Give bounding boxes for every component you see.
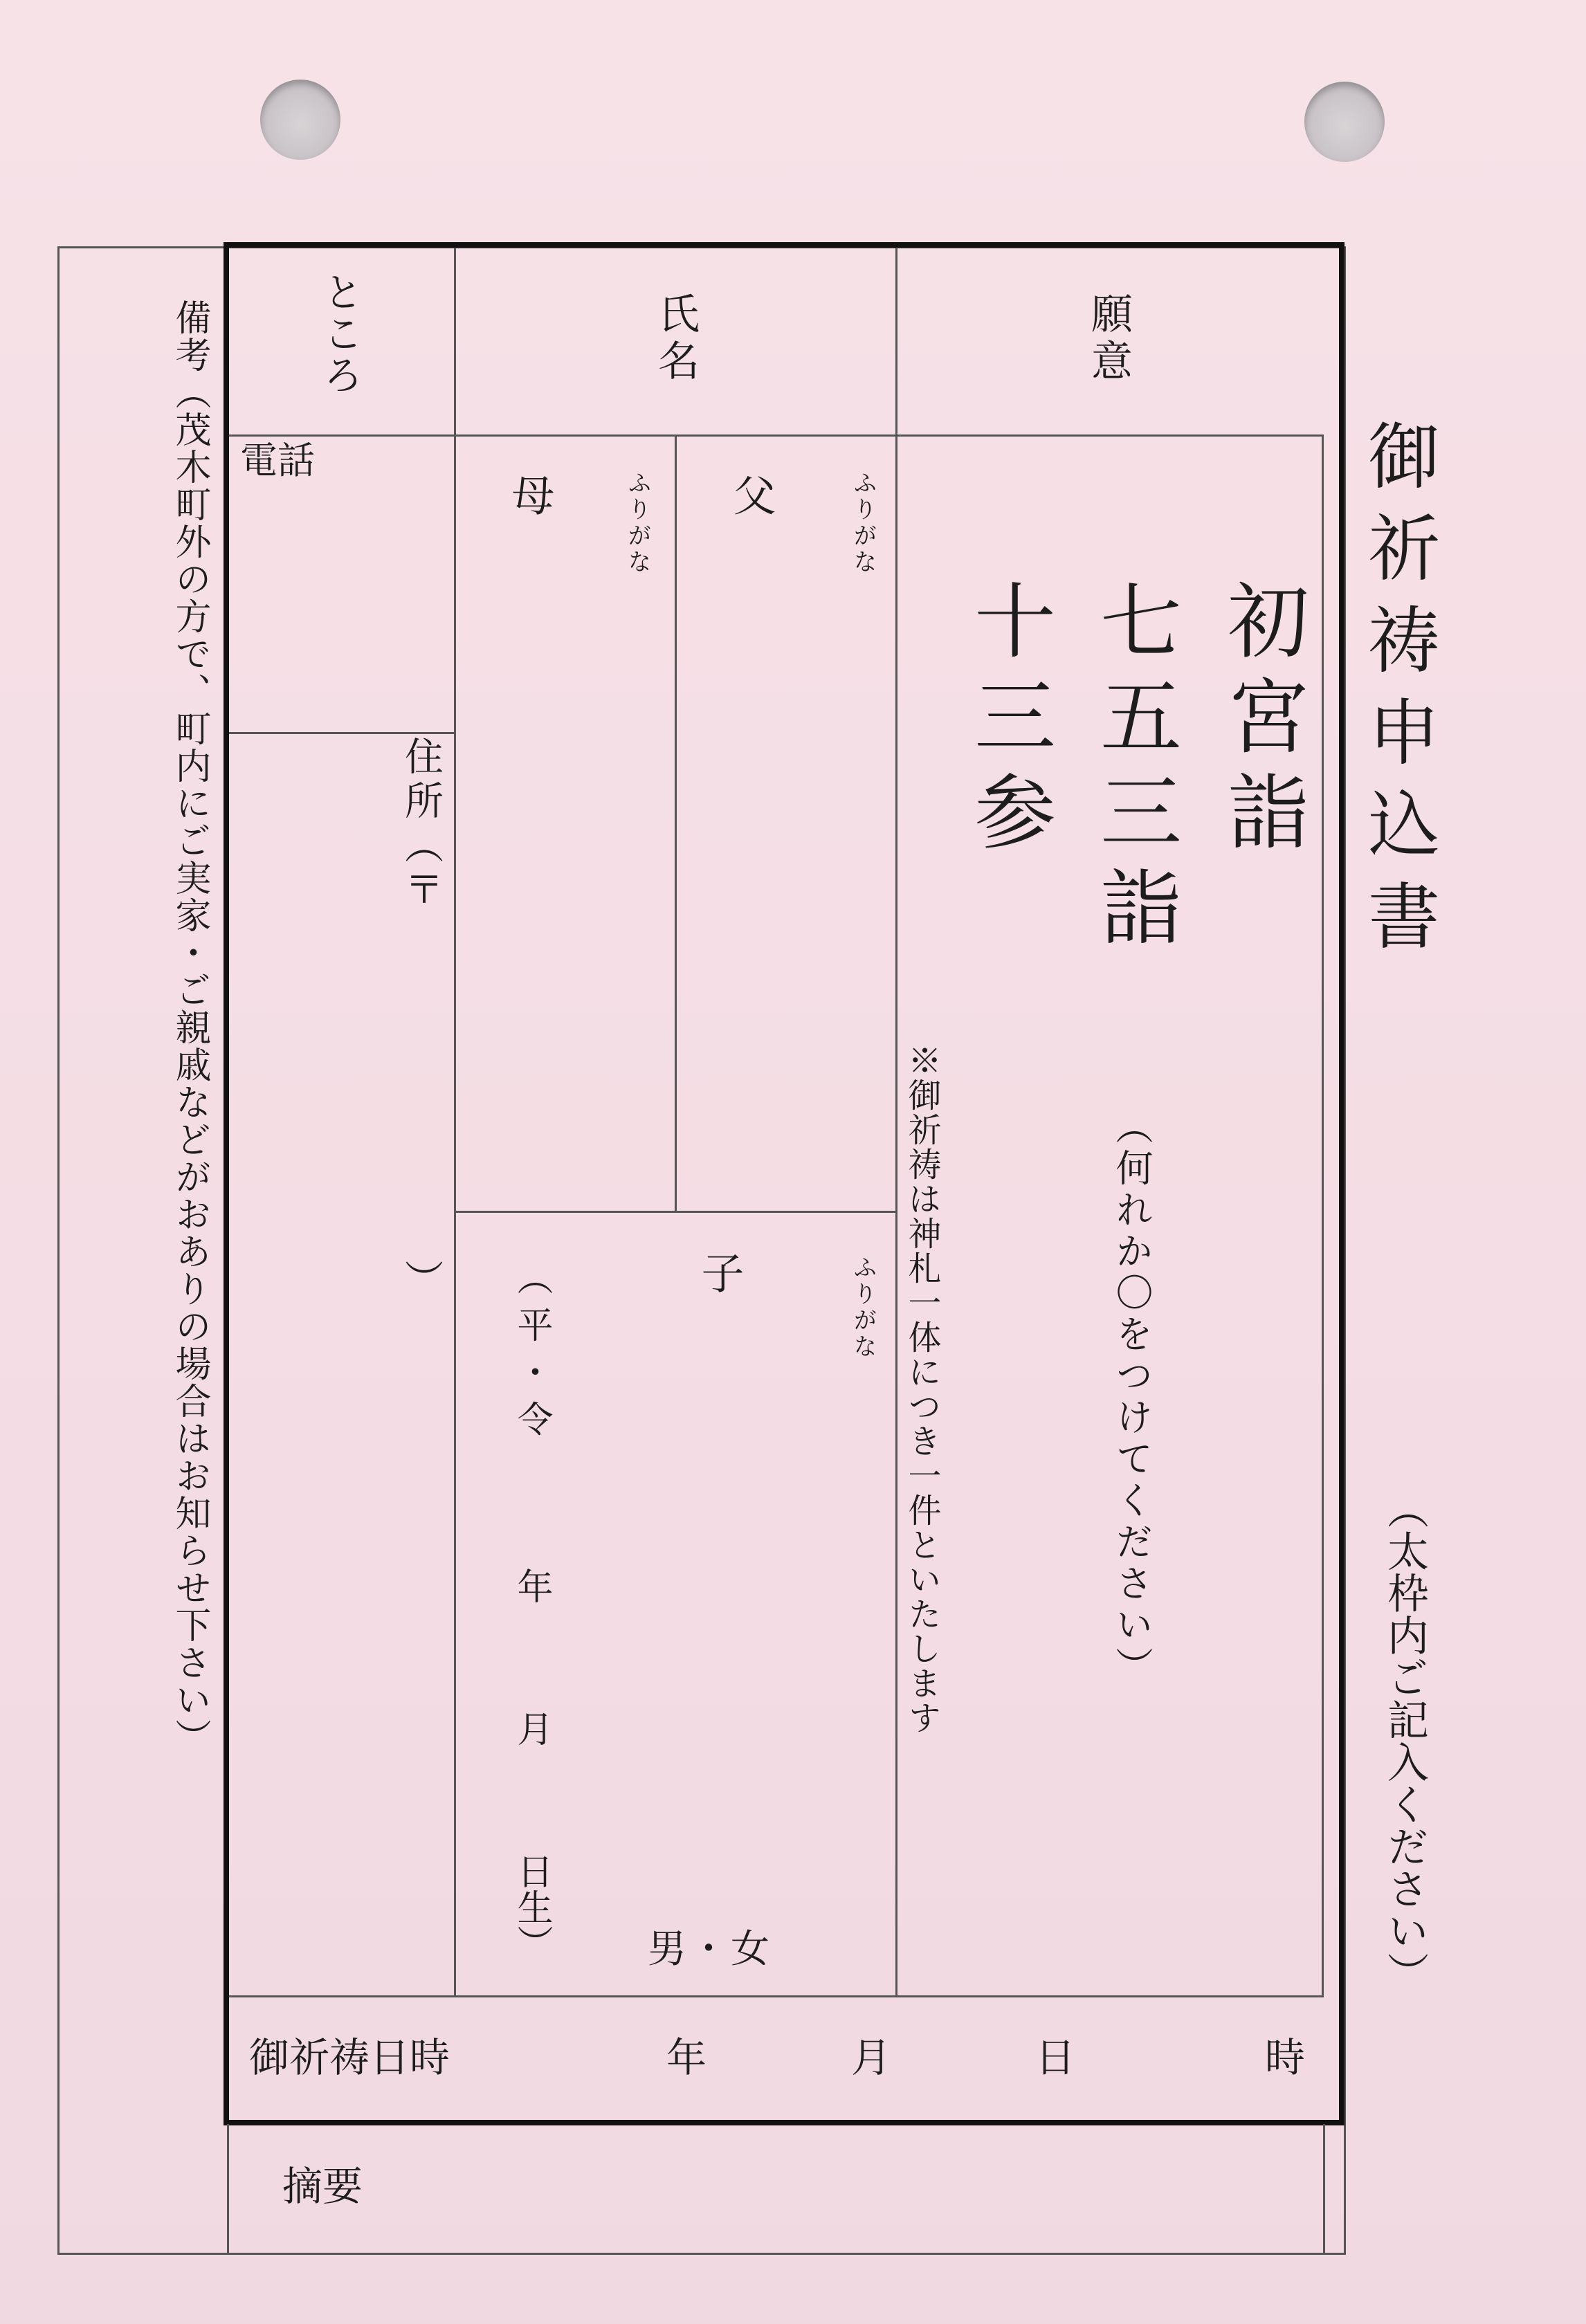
kigan-year-unit: 年: [666, 2034, 707, 2081]
wish-instruction: （何れか〇をつけてください）: [1110, 1107, 1154, 1688]
bikou-note: 備考（茂木町外の方で、町内にご実家・ご親戚などがおありの場合はお知らせ下さい）: [169, 299, 210, 1756]
wish-hatsumiyamoude: 初宮詣: [1214, 578, 1309, 865]
chichi-label: 父: [726, 473, 776, 516]
outer-frame-left: [57, 246, 60, 2255]
birth-year-unit: 年: [511, 1568, 552, 1604]
parent-divider: [675, 436, 677, 1212]
col-shimei-divider: [895, 248, 897, 1997]
form-title: 御祈祷申込書: [1356, 419, 1440, 971]
birth-era: （平・令: [511, 1259, 552, 1447]
tekiyou-right-line: [1323, 2124, 1325, 2254]
header-tokoro: ところ: [316, 271, 363, 396]
furigana-ko: ふりがな: [849, 1255, 877, 1360]
thick-frame-right: [1339, 242, 1345, 2125]
ko-top-line: [455, 1211, 897, 1213]
form-title-note: （太枠内ご記入ください）: [1380, 1488, 1429, 1994]
kigan-datetime-label: 御祈祷日時: [249, 2034, 450, 2081]
inner-right-line: [1322, 434, 1324, 1997]
birth-day-unit: 日生）: [511, 1853, 552, 1961]
header-gan-i: 願意: [1084, 292, 1133, 386]
denwa-label: 電話: [240, 439, 315, 482]
jusho-label: 住所（〒: [399, 736, 444, 913]
jusho-close: ）: [399, 1259, 444, 1298]
header-shimei: 氏名: [651, 292, 700, 386]
kigan-month-unit: 月: [851, 2034, 892, 2081]
thick-frame-bottom: [225, 2120, 1343, 2125]
thick-frame-top: [225, 242, 1343, 248]
haha-label: 母: [504, 473, 555, 516]
furigana-chichi: ふりがな: [849, 470, 877, 576]
tekiyou-label: 摘要: [282, 2163, 363, 2210]
denwa-bottom-line: [229, 732, 455, 734]
tekiyou-left-line: [227, 2124, 229, 2254]
kifuda-note: ※御祈祷は神札一体につき一件といたします: [902, 1043, 941, 1735]
punch-hole-left: [260, 80, 340, 160]
punch-hole-right: [1304, 82, 1385, 162]
outer-frame-bottom: [57, 2253, 1346, 2255]
kigan-hour-unit: 時: [1265, 2034, 1306, 2081]
col-tokoro-divider: [454, 248, 456, 1997]
header-bottom-line: [229, 434, 1322, 437]
kigan-day-unit: 日: [1035, 2034, 1076, 2081]
wish-shichigosan: 七五三詣: [1086, 578, 1182, 960]
thick-frame-left: [224, 242, 229, 2125]
sex-choice: 男・女: [648, 1927, 772, 1972]
datetime-top-line: [229, 1995, 1324, 1997]
birth-month-unit: 月: [511, 1710, 552, 1746]
ko-label: 子: [694, 1251, 745, 1294]
wish-jusanmairi: 十三参: [960, 578, 1056, 865]
furigana-haha: ふりがな: [623, 470, 651, 576]
